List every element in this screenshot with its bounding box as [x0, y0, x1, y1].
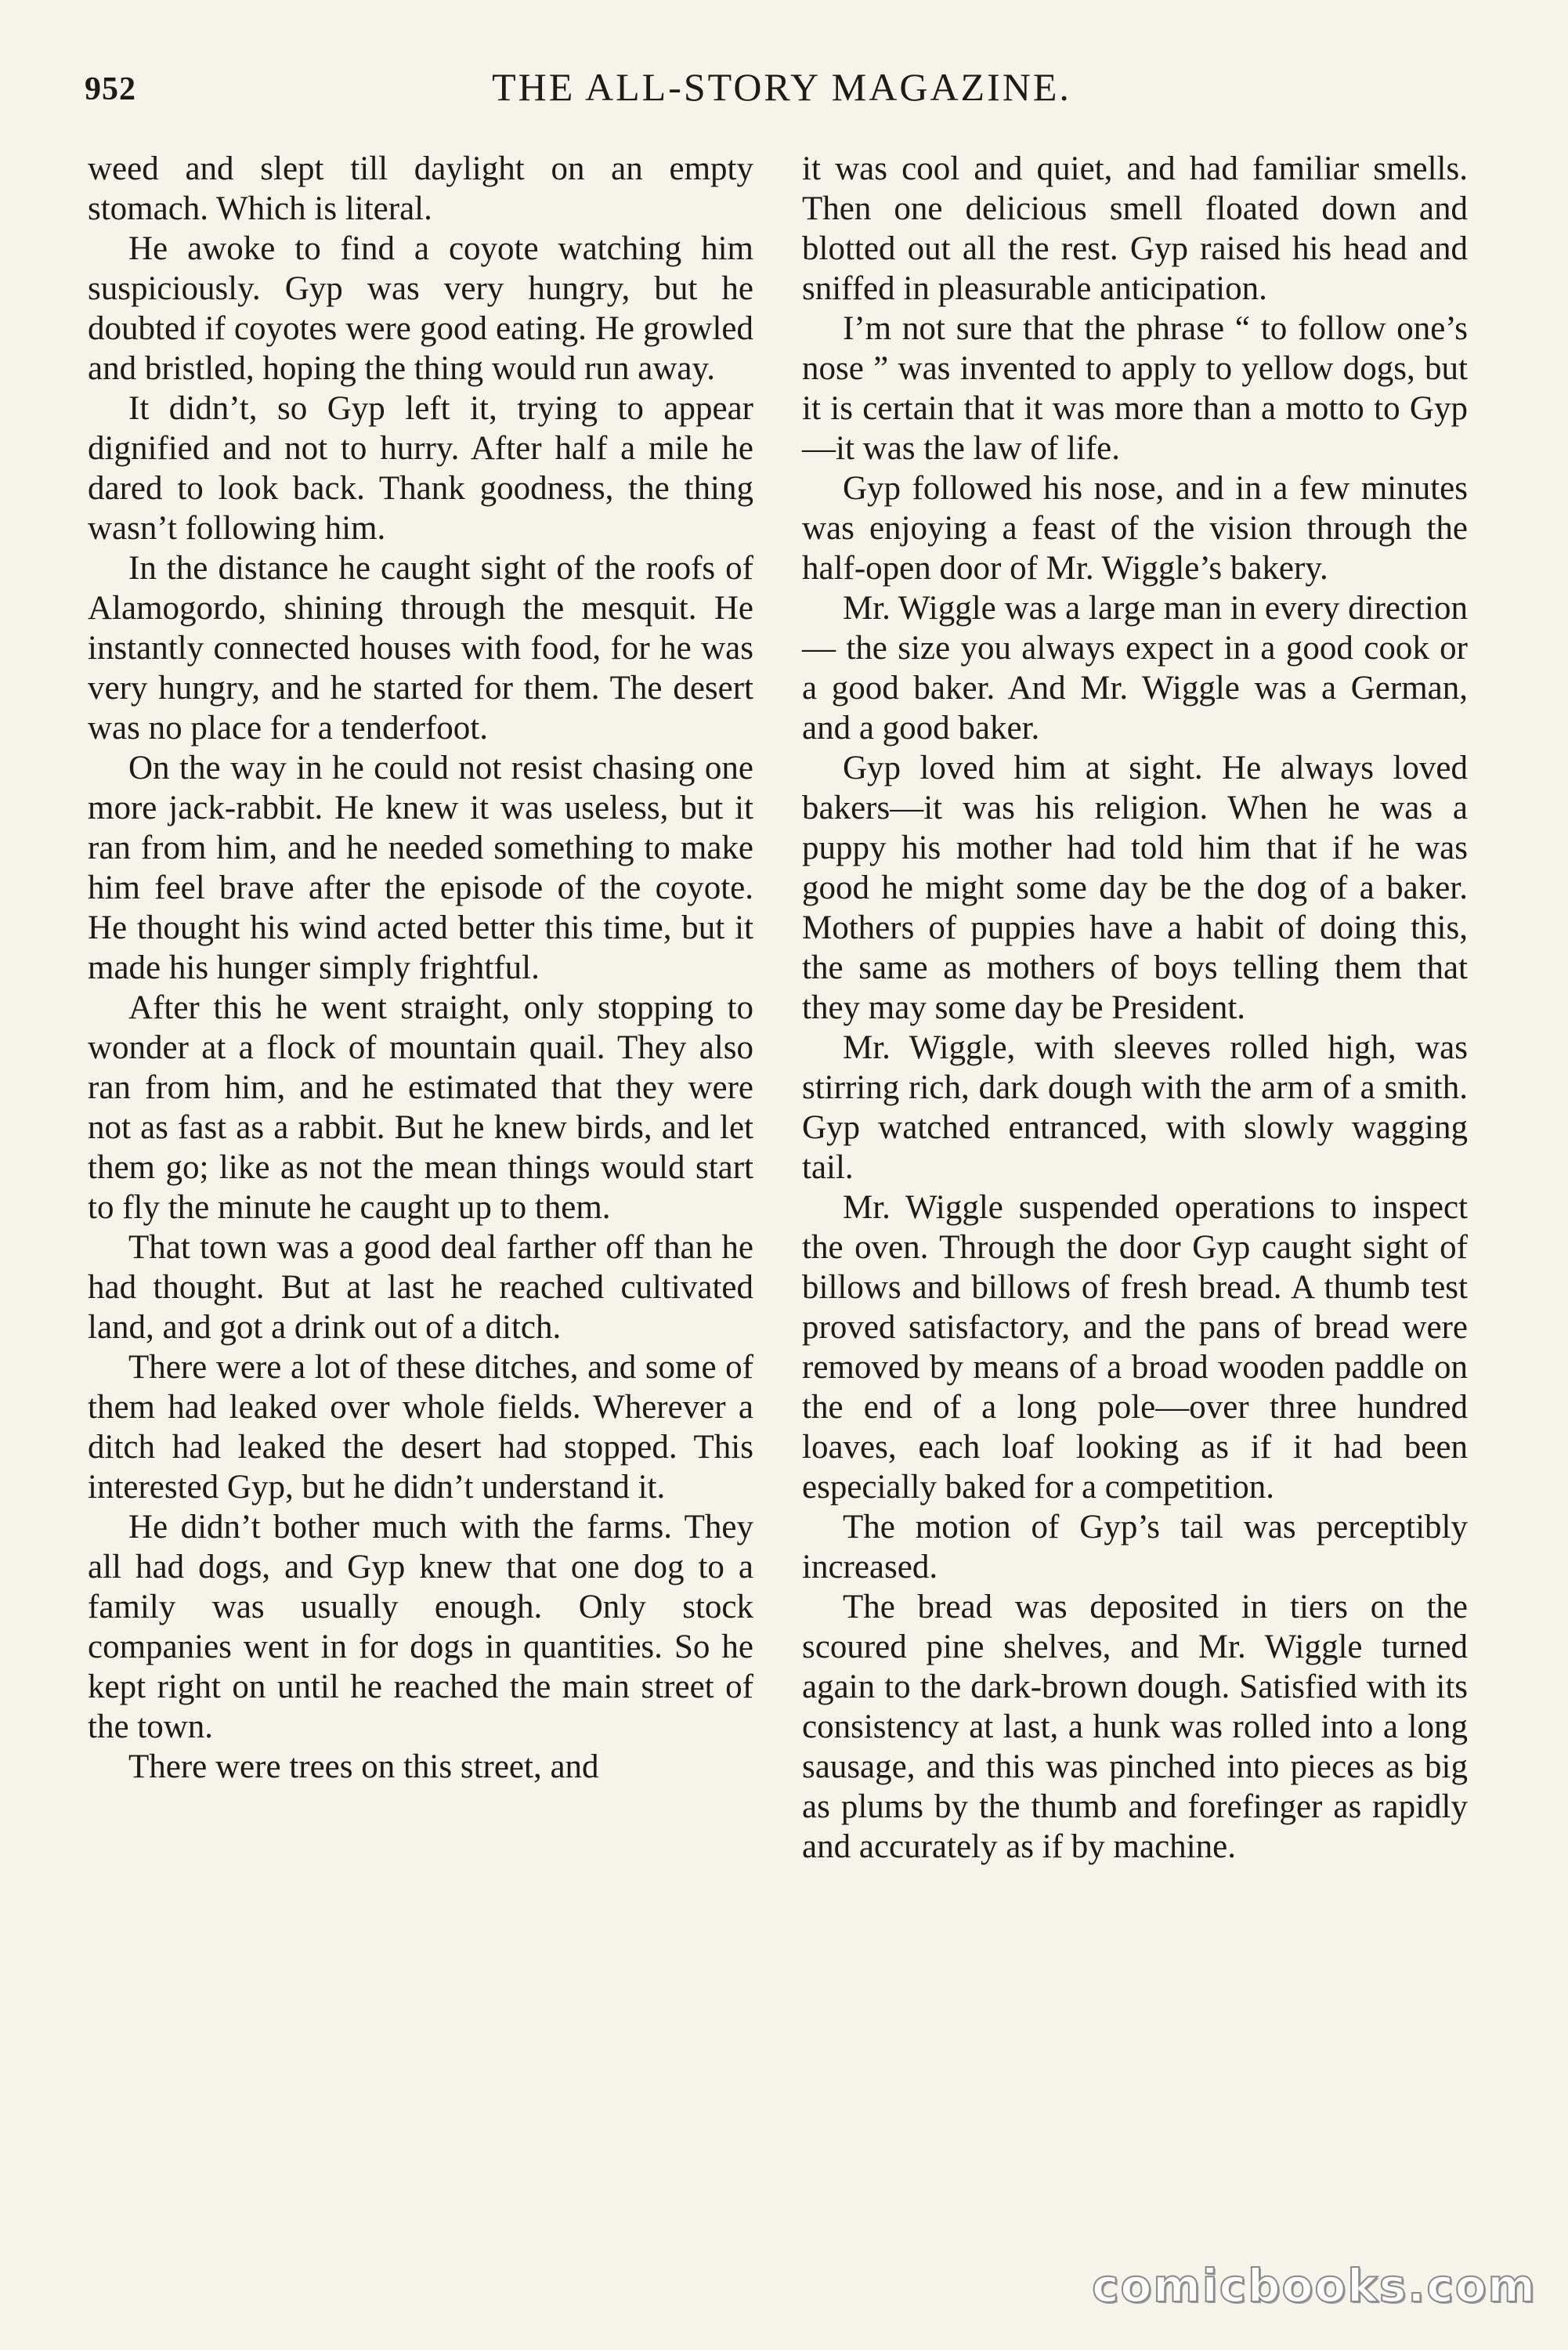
page-number: 952	[85, 71, 136, 107]
paragraph: On the way in he could not resist chasing one more jack-rabbit. He knew it was useless, but it ran from him, and he needed something to make him feel brave after the episode of the coyote. He thought his wind acted better this time, but it made his hunger simply frightful.	[88, 750, 753, 986]
paragraph: weed and slept till daylight on an empty stomach. Which is literal.	[88, 150, 753, 227]
paragraph: it was cool and quiet, and had familiar smells. Then one delicious smell floated down and blotted out all the rest. Gyp raised his head and sniffed in pleasurable anticipation.	[802, 150, 1468, 307]
running-head: THE ALL-STORY MAGAZINE.	[492, 65, 1071, 109]
paragraph: The bread was deposited in tiers on the scoured pine shelves, and Mr. Wiggle turned again to the dark-brown dough. Satisfied with its consistency at last, a hunk was rolled into a long sausage, and this was pinched into pieces as big as plums by the thumb and forefinger as rapidly and accurately as if by machine.	[802, 1589, 1468, 1865]
right-column	[802, 149, 1468, 1867]
left-column	[88, 149, 753, 1787]
paragraph: I’m not sure that the phrase “ to follow one’s nose ” was invented to apply to yellow dogs, but it is certain that it was more than a motto to Gyp —it was the law of life.	[802, 310, 1468, 467]
paragraph: Mr. Wiggle, with sleeves rolled high, was stirring rich, dark dough with the arm of a smith. Gyp watched entranced, with slowly wagging tail.	[802, 1029, 1468, 1186]
page-header	[85, 64, 1479, 127]
paragraph: In the distance he caught sight of the roofs of Alamogordo, shining through the mesquit. He instantly connected houses with food, for he was very hungry, and he started for them. The desert was no place for a tenderfoot.	[88, 550, 753, 747]
paragraph: That town was a good deal farther off than he had thought. But at last he reached cultivated land, and got a drink out of a ditch.	[88, 1229, 753, 1346]
paragraph: After this he went straight, only stopping to wonder at a flock of mountain quail. They also ran from him, and he estimated that they were not as fast as a rabbit. But he knew birds, and let them go; like as not the mean things would start to fly the minute he caught up to them.	[88, 989, 753, 1226]
paragraph: There were a lot of these ditches, and some of them had leaked over whole fields. Wherever a ditch had leaked the desert had stopped. This interested Gyp, but he didn’t understand it.	[88, 1349, 753, 1506]
paragraph: He awoke to find a coyote watching him suspiciously. Gyp was very hungry, but he doubted if coyotes were good eating. He growled and bristled, hoping the thing would run away.	[88, 230, 753, 387]
paragraph: There were trees on this street, and	[128, 1748, 599, 1785]
paragraph: Mr. Wiggle was a large man in every direction — the size you always expect in a good cook or a good baker. And Mr. Wiggle was a German, and a good baker.	[802, 590, 1468, 747]
paragraph: The motion of Gyp’s tail was perceptibly increased.	[802, 1509, 1468, 1585]
paragraph: Mr. Wiggle suspended operations to inspect the oven. Through the door Gyp caught sight of billows and billows of fresh bread. A thumb test proved satisfactory, and the pans of bread were removed by means of a broad wooden paddle on the end of a long pole—over three hundred loaves, each loaf looking as if it had been especially baked for a competition.	[802, 1189, 1468, 1506]
paragraph: He didn’t bother much with the farms. They all had dogs, and Gyp knew that one dog to a family was usually enough. Only stock companies went in for dogs in quantities. So he kept right on until he reached the main street of the town.	[88, 1509, 753, 1745]
paragraph: Gyp followed his nose, and in a few minutes was enjoying a feast of the vision through the half-open door of Mr. Wiggle’s bakery.	[802, 470, 1468, 587]
paragraph: Gyp loved him at sight. He always loved bakers—it was his religion. When he was a puppy his mother had told him that if he was good he might some day be the dog of a baker. Mothers of puppies have a habit of doing this, the same as mothers of boys telling them that they may some day be President.	[802, 750, 1468, 1026]
paragraph: It didn’t, so Gyp left it, trying to appear dignified and not to hurry. After half a mile he dared to look back. Thank goodness, the thing wasn’t following him.	[88, 390, 753, 547]
watermark: comicbooks.com	[1092, 2259, 1537, 2312]
